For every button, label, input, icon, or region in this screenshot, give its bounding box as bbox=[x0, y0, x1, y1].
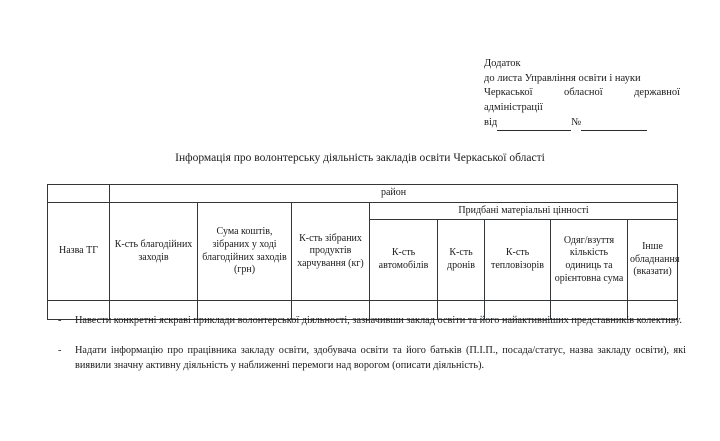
number-blank[interactable] bbox=[581, 120, 647, 131]
col-header-funds-sum: Сума коштів, зібраних у ході благодійних заходів (грн) bbox=[198, 203, 292, 301]
header-line-administration-cont: адміністрації bbox=[484, 101, 543, 113]
dash-bullet-icon: - bbox=[58, 344, 62, 356]
from-label: від bbox=[484, 117, 498, 129]
table-row-group-header bbox=[48, 203, 678, 220]
list-item-text: Навести конкретні яскраві приклади волонтерської діяльності, зазначивши заклад освіти та його найактивніших представників колективу. bbox=[75, 315, 682, 326]
header-line-department: до листа Управління освіти і науки bbox=[484, 72, 641, 84]
list-item bbox=[58, 343, 686, 374]
district-label-cell[interactable]: район bbox=[110, 185, 678, 203]
list-item bbox=[58, 313, 686, 329]
col-header-cars-count: К-сть автомобілів bbox=[370, 220, 438, 301]
list-item-text: Надати інформацію про працівника закладу освіти, здобувача освіти та його батьків (П.І.П., посада/статус, назва закладу освіти), які виявили значну активну діяльність у наближенні перемоги над ворогом (описати діяльність). bbox=[75, 344, 686, 371]
header-from-number-line bbox=[484, 116, 680, 131]
instructions-list bbox=[58, 313, 686, 388]
header-line-dodatok: Додаток bbox=[484, 58, 521, 69]
col-header-food-collected: К-сть зібраних продуктів харчування (кг) bbox=[292, 203, 370, 301]
from-date-blank[interactable] bbox=[497, 120, 571, 131]
dash-bullet-icon: - bbox=[58, 315, 62, 326]
col-header-events-count: К-сть благодійних заходів bbox=[110, 203, 198, 301]
col-header-other-equipment: Інше обладнання (вказати) bbox=[628, 220, 678, 301]
col-header-thermal-imagers-count: К-сть тепловізорів bbox=[485, 220, 551, 301]
col-group-header-materials: Придбані матеріальні цінності bbox=[370, 203, 678, 220]
col-header-clothing-footwear: Одяг/взуття кількість одиниць та орієнтовна сума bbox=[551, 220, 628, 301]
volunteer-activity-table bbox=[47, 184, 678, 320]
number-label: № bbox=[571, 117, 582, 129]
volunteer-activity-table-wrap bbox=[47, 184, 680, 320]
header-line-administration: Черкаської обласної державної bbox=[484, 87, 680, 99]
district-corner-cell bbox=[48, 185, 110, 203]
page-title: Інформація про волонтерську діяльність закладів освіти Черкаської області bbox=[175, 152, 545, 164]
col-header-drones-count: К-сть дронів bbox=[438, 220, 485, 301]
document-header-block bbox=[484, 57, 680, 131]
table-row-district bbox=[48, 185, 678, 203]
col-header-name-tg: Назва ТГ bbox=[48, 203, 110, 301]
